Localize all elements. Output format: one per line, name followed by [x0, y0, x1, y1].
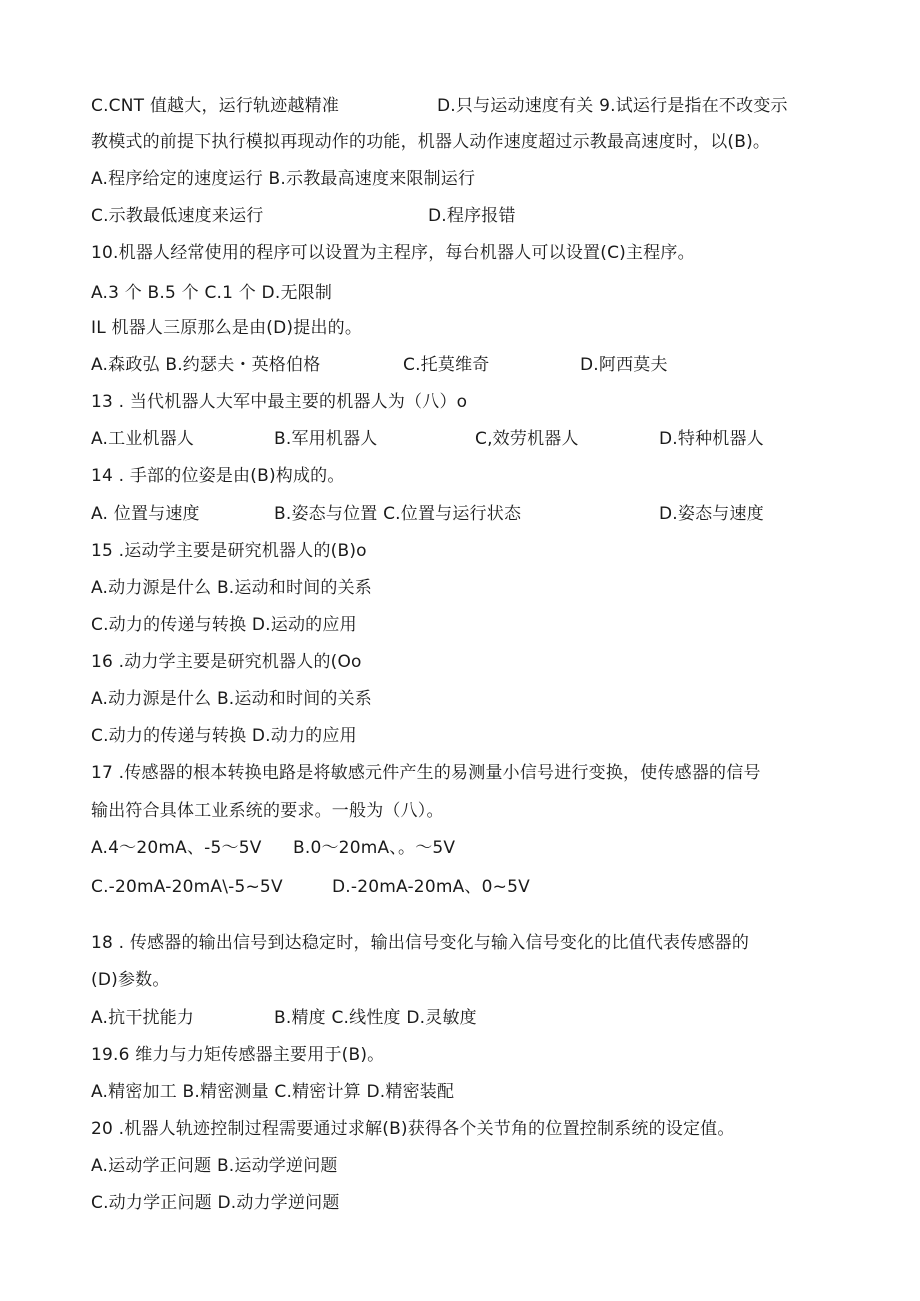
- text-line: D.阿西莫夫: [580, 355, 668, 375]
- text-line: A.动力源是什么 B.运动和时间的关系: [91, 689, 373, 709]
- text-line: 输出符合具体工业系统的要求。一般为（八）。: [91, 801, 444, 821]
- text-line: 教模式的前提下执行模拟再现动作的功能，机器人动作速度超过示教最高速度时，以(B)。: [91, 132, 771, 152]
- text-line: A.3 个 B.5 个 C.1 个 D.无限制: [91, 283, 333, 303]
- text-line: A.森政弘 B.约瑟夫・英格伯格: [91, 355, 321, 375]
- text-line: 16 .动力学主要是研究机器人的(Oo: [91, 652, 362, 672]
- text-line: C.托莫维奇: [403, 355, 490, 375]
- text-line: A.4～20mA、-5～5V: [91, 838, 262, 858]
- text-line: A.工业机器人: [91, 429, 195, 449]
- text-line: B.0～20mA、。～5V: [293, 838, 456, 858]
- text-line: C,效劳机器人: [475, 429, 579, 449]
- text-line: C.动力的传递与转换 D.运动的应用: [91, 615, 357, 635]
- text-line: B.姿态与位置 C.位置与运行状态: [274, 504, 522, 524]
- text-line: 18 . 传感器的输出信号到达稳定时，输出信号变化与输入信号变化的比值代表传感器的: [91, 933, 750, 953]
- text-line: A.精密加工 B.精密测量 C.精密计算 D.精密装配: [91, 1082, 455, 1102]
- text-line: 19.6 维力与力矩传感器主要用于(B)。: [91, 1045, 385, 1065]
- text-line: C.示教最低速度来运行: [91, 206, 264, 226]
- text-line: A.动力源是什么 B.运动和时间的关系: [91, 578, 373, 598]
- text-line: B.精度 C.线性度 D.灵敏度: [274, 1008, 477, 1028]
- text-line: C.动力的传递与转换 D.动力的应用: [91, 726, 357, 746]
- text-line: D.特种机器人: [659, 429, 764, 449]
- text-line: IL 机器人三原那么是由(D)提出的。: [91, 318, 363, 338]
- text-line: C.-20mA-20mA\-5~5V: [91, 877, 283, 897]
- text-line: 15 .运动学主要是研究机器人的(B)o: [91, 541, 367, 561]
- text-line: D.只与运动速度有关 9.试运行是指在不改变示: [437, 96, 788, 116]
- text-line: D.姿态与速度: [659, 504, 764, 524]
- text-line: A. 位置与速度: [91, 504, 200, 524]
- text-line: D.程序报错: [428, 206, 516, 226]
- text-line: 17 .传感器的根本转换电路是将敏感元件产生的易测量小信号进行变换，使传感器的信号: [91, 763, 761, 783]
- text-line: 14 . 手部的位姿是由(B)构成的。: [91, 466, 345, 486]
- text-line: (D)参数。: [91, 970, 170, 990]
- text-line: A.程序给定的速度运行 B.示教最高速度来限制运行: [91, 169, 476, 189]
- text-line: C.动力学正问题 D.动力学逆问题: [91, 1193, 340, 1213]
- text-line: A.运动学正问题 B.运动学逆问题: [91, 1156, 338, 1176]
- text-line: D.-20mA-20mA、0~5V: [332, 877, 530, 897]
- text-line: 13 . 当代机器人大军中最主要的机器人为（八）o: [91, 392, 468, 412]
- text-line: B.军用机器人: [274, 429, 378, 449]
- text-line: 10.机器人经常使用的程序可以设置为主程序，每台机器人可以设置(C)主程序。: [91, 243, 695, 263]
- text-line: A.抗干扰能力: [91, 1008, 195, 1028]
- text-line: 20 .机器人轨迹控制过程需要通过求解(B)获得各个关节角的位置控制系统的设定值。: [91, 1119, 735, 1139]
- text-line: C.CNT 值越大，运行轨迹越精准: [91, 96, 340, 116]
